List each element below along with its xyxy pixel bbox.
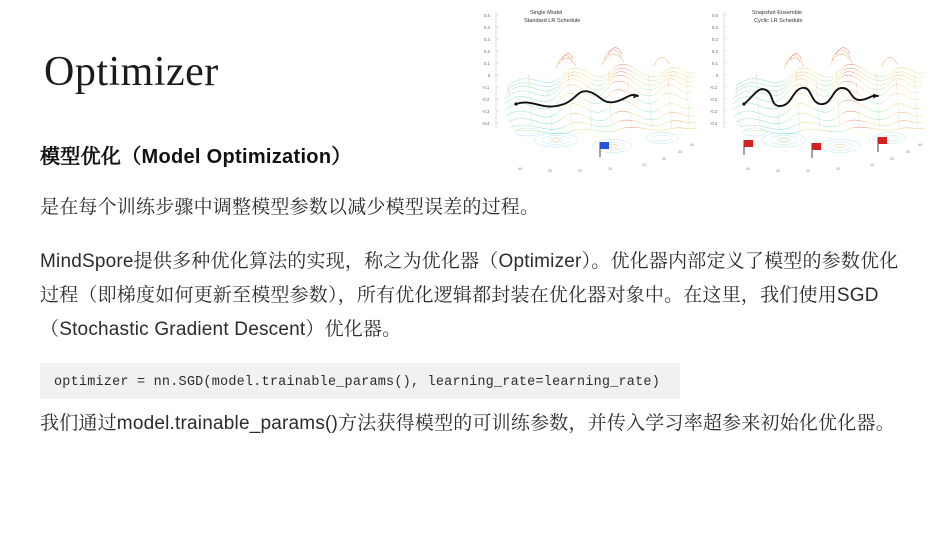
code-block bbox=[40, 363, 680, 399]
svg-text:-0.3: -0.3 bbox=[710, 109, 718, 114]
svg-text:10: 10 bbox=[642, 163, 647, 167]
svg-text:-0.2: -0.2 bbox=[482, 97, 490, 102]
svg-text:10: 10 bbox=[608, 167, 613, 171]
svg-text:20: 20 bbox=[578, 169, 583, 173]
svg-text:0.2: 0.2 bbox=[712, 49, 718, 54]
svg-text:-0.2: -0.2 bbox=[710, 97, 718, 102]
svg-text:0.5: 0.5 bbox=[712, 13, 718, 18]
svg-text:-0.4: -0.4 bbox=[710, 121, 718, 126]
paragraph-2: MindSpore提供多种优化算法的实现，称之为优化器（Optimizer）。优化器内部定义了模型的参数优化过程（即梯度如何更新至模型参数），所有优化逻辑都封装在优化器对象中。在这里，我们使用SGD（Stochastic Gradient Descent）优化器。 bbox=[40, 251, 899, 340]
svg-text:20: 20 bbox=[806, 169, 811, 173]
svg-text:40: 40 bbox=[746, 167, 751, 171]
svg-text:20: 20 bbox=[662, 157, 667, 161]
svg-text:40: 40 bbox=[518, 167, 523, 171]
svg-text:0.3: 0.3 bbox=[712, 37, 718, 42]
svg-text:-0.3: -0.3 bbox=[482, 109, 490, 114]
svg-text:0.4: 0.4 bbox=[712, 25, 718, 30]
svg-text:0.2: 0.2 bbox=[484, 49, 490, 54]
svg-text:10: 10 bbox=[870, 163, 875, 167]
left-caption-line2: Standard LR Schedule bbox=[524, 18, 581, 24]
svg-text:20: 20 bbox=[890, 157, 895, 161]
svg-text:0: 0 bbox=[488, 73, 491, 78]
code-text: optimizer = nn.SGD(model.trainable_params(), learning_rate=learning_rate) bbox=[54, 375, 660, 390]
svg-text:0.3: 0.3 bbox=[484, 37, 490, 42]
svg-text:40: 40 bbox=[690, 143, 695, 147]
svg-text:-0.1: -0.1 bbox=[710, 85, 718, 90]
svg-text:-0.1: -0.1 bbox=[482, 85, 490, 90]
left-caption-line1: Single Model bbox=[530, 10, 563, 16]
paragraph-1: 是在每个训练步骤中调整模型参数以减少模型误差的过程。 bbox=[40, 197, 540, 218]
section-subheading: 模型优化（Model Optimization） bbox=[40, 146, 352, 168]
svg-text:0: 0 bbox=[716, 73, 719, 78]
svg-text:0.1: 0.1 bbox=[712, 61, 718, 66]
page-title: Optimizer bbox=[44, 49, 219, 95]
paragraph-3: 我们通过model.trainable_params()方法获得模型的可训练参数，并传入学习率超参来初始化优化器。 bbox=[40, 413, 895, 434]
svg-text:0.4: 0.4 bbox=[484, 25, 490, 30]
svg-text:30: 30 bbox=[776, 169, 781, 173]
right-caption-line2: Cyclic LR Schedule bbox=[754, 18, 803, 24]
svg-text:10: 10 bbox=[836, 167, 841, 171]
svg-text:0.5: 0.5 bbox=[484, 13, 490, 18]
svg-text:40: 40 bbox=[918, 143, 923, 147]
svg-text:30: 30 bbox=[678, 150, 683, 154]
svg-text:30: 30 bbox=[548, 169, 553, 173]
svg-text:0.1: 0.1 bbox=[484, 61, 490, 66]
body-content bbox=[40, 140, 900, 457]
right-caption-line1: Snapshot Ensemble bbox=[752, 10, 803, 16]
svg-text:-0.4: -0.4 bbox=[482, 121, 490, 126]
svg-text:30: 30 bbox=[906, 150, 911, 154]
